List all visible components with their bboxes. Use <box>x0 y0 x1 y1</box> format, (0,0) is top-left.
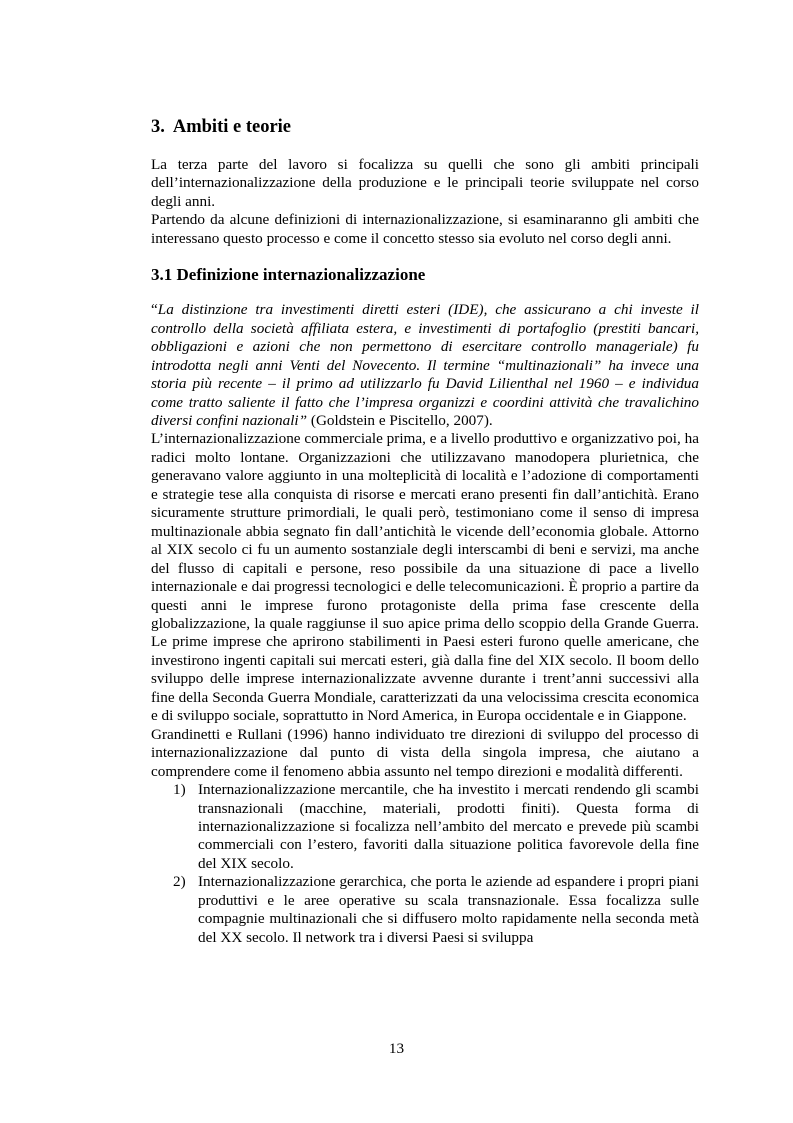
list-item-text: Internazionalizzazione mercantile, che ha investito i mercati rendendo gli scambi transnazionali (macchine, materiali, prodotti finiti). Questa forma di internazionalizzazione si focalizza nell’ambito del mercato e prevede più scambi commerciali con l’estero, favoriti dalla situazione politica favorevole della fine del XIX secolo. <box>198 781 699 872</box>
section-heading <box>151 116 699 138</box>
directions-paragraph: Grandinetti e Rullani (1996) hanno individuato tre direzioni di sviluppo del processo di internazionalizzazione dal punto di vista della singola impresa, che aiutano a comprendere come il fenomeno abbia assunto nel tempo direzioni e modalità differenti. <box>151 725 699 780</box>
document-page <box>151 108 699 947</box>
quote-citation: (Goldstein e Piscitello, 2007). <box>307 411 493 429</box>
list-marker: 2) <box>173 873 186 891</box>
section-number: 3. <box>151 117 165 137</box>
intro-paragraph-1: La terza parte del lavoro si focalizza su quelli che sono gli ambiti principali dell’internazionalizzazione della produzione e le principali teorie sviluppate nel corso degli anni. <box>151 156 699 210</box>
quote-open-mark: “ <box>151 301 158 319</box>
history-paragraph: L’internazionalizzazione commerciale prima, e a livello produttivo e organizzativo poi, ha radici molto lontane. Organizzazioni che utilizzavano manodopera plurietnica, che generavano valore aggiunto in una molteplicità di località e l’adozione di comportamenti e strategie tese alla conquista di risorse e mercati erano presenti fin dall’antichità. Erano sicuramente strutture primordiali, le quali però, testimoniano come il senso di impresa multinazionale abbia segnato fin dall’antichità le vicende dell’economia globale. Attorno al XIX secolo ci fu un aumento sostanziale degli interscambi di beni e servizi, ma anche del flusso di capitali e persone, reso possibile da una situazione di pace a livello internazionale e dai progressi tecnologici e delle telecomunicazioni. È proprio a partire da questi anni le imprese furono protagoniste della prima fase crescente della globalizzazione, la quale raggiunse il suo apice prima dello scoppio della Grande Guerra. Le prime imprese che aprirono stabilimenti in Paesi esteri furono quelle americane, che investirono ingenti capitali sui mercati esteri, già dalla fine del XIX secolo. Il boom dello sviluppo delle imprese internazionalizzate avvenne durante i trent’anni successivi alla fine della Seconda Guerra Mondiale, caratterizzati da una velocissima crescita economica e di sviluppo sociale, soprattutto in Nord America, in Europa occidentale e in Giappone. <box>151 430 699 725</box>
intro-paragraph-2: Partendo da alcune definizioni di internazionalizzazione, si esaminaranno gli ambiti che interessano questo processo e come il concetto stesso sia evoluto nel corso degli anni. <box>151 211 699 247</box>
quote-text: La distinzione tra investimenti diretti esteri (IDE), che assicurano a chi investe il controllo della società affiliata estera, e investimenti di portafoglio (prestiti bancari, obbligazioni e azioni che non permettono di esercitare controllo manageriale) fu introdotta negli anni Venti del Novecento. Il termine “multinazionali” ha invece una storia più recente – il primo ad utilizzarlo fu David Lilienthal nel 1960 – e individua come tratto saliente il fatto che l’impresa organizzi e coordini attività che travalichino diversi confini nazionali” <box>151 301 699 429</box>
list-item-text: Internazionalizzazione gerarchica, che porta le aziende ad espandere i propri piani produttivi e le aree operative su scala transnazionale. Essa focalizza sulle compagnie multinazionali che si diffusero molto rapidamente nella seconda metà del XX secolo. Il network tra i diversi Paesi si sviluppa <box>198 873 699 946</box>
subsection-heading: 3.1 Definizione internazionalizzazione <box>151 265 426 285</box>
list-item <box>151 781 699 873</box>
list-marker: 1) <box>173 781 186 799</box>
quote-paragraph <box>151 301 699 430</box>
section-title: Ambiti e teorie <box>172 117 292 137</box>
page-number: 13 <box>388 1040 405 1057</box>
list-item <box>151 873 699 947</box>
directions-list <box>151 781 699 947</box>
